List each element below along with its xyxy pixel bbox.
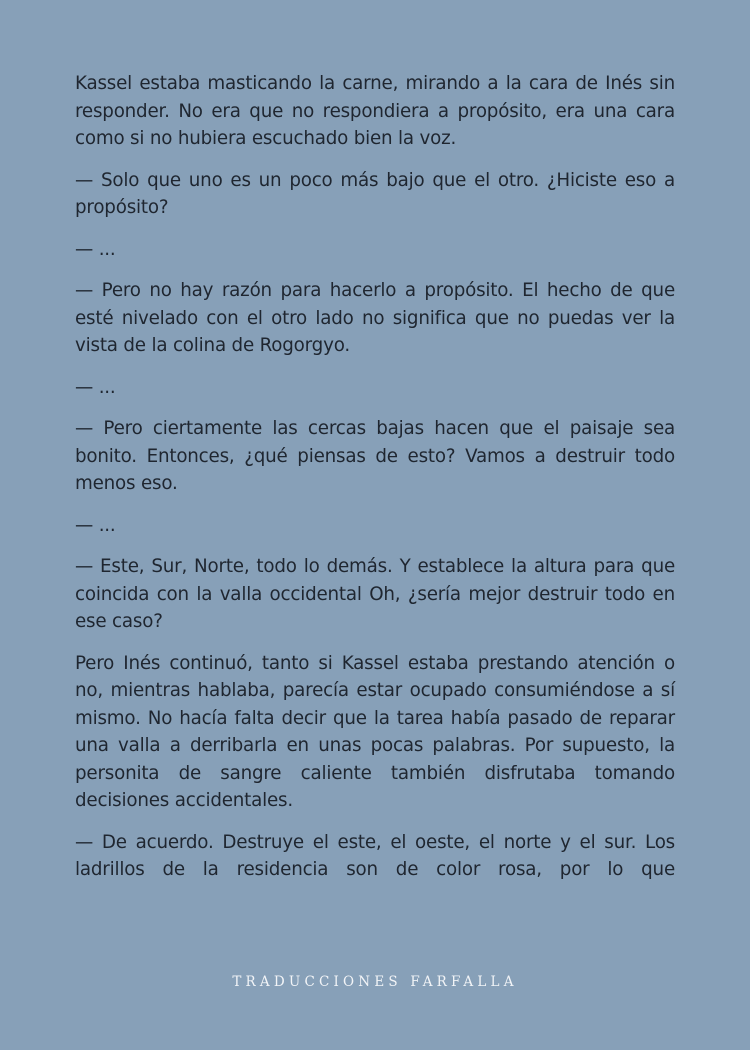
paragraph: Kassel estaba masticando la carne, mirando a la cara de Inés sin responder. No era que no respondiera a propósito, era una cara como si no hubiera escuchado bien la voz. — [75, 73, 675, 149]
paragraph: — Pero ciertamente las cercas bajas hacen que el paisaje sea bonito. Entonces, ¿qué piensas de esto? Vamos a destruir todo menos eso. — [75, 418, 675, 494]
paragraph: — ... — [75, 514, 116, 536]
paragraph: Pero Inés continuó, tanto si Kassel estaba prestando atención o no, mientras hablaba, parecía estar ocupado consumiéndose a sí mismo. No hacía falta decir que la tarea había pasado de reparar una valla a derribarla en unas pocas palabras. Por supuesto, la personita de sangre caliente también disfrutaba tomando decisiones accidentales. — [75, 652, 675, 811]
page-footer: TRADUCCIONES FARFALLA — [232, 974, 518, 990]
paragraph: — ... — [75, 376, 116, 398]
paragraph: — De acuerdo. Destruye el este, el oeste, el norte y el sur. Los ladrillos de la residencia son de color rosa, por lo que — [75, 831, 675, 880]
document-body — [75, 70, 675, 898]
paragraph: — Solo que uno es un poco más bajo que el otro. ¿Hiciste eso a propósito? — [75, 169, 675, 218]
paragraph: — ... — [75, 238, 116, 260]
paragraph: — Este, Sur, Norte, todo lo demás. Y establece la altura para que coincida con la valla occidental Oh, ¿sería mejor destruir todo en ese caso? — [75, 556, 675, 632]
paragraph: — Pero no hay razón para hacerlo a propósito. El hecho de que esté nivelado con el otro lado no significa que no puedas ver la vista de la colina de Rogorgyo. — [75, 280, 675, 356]
